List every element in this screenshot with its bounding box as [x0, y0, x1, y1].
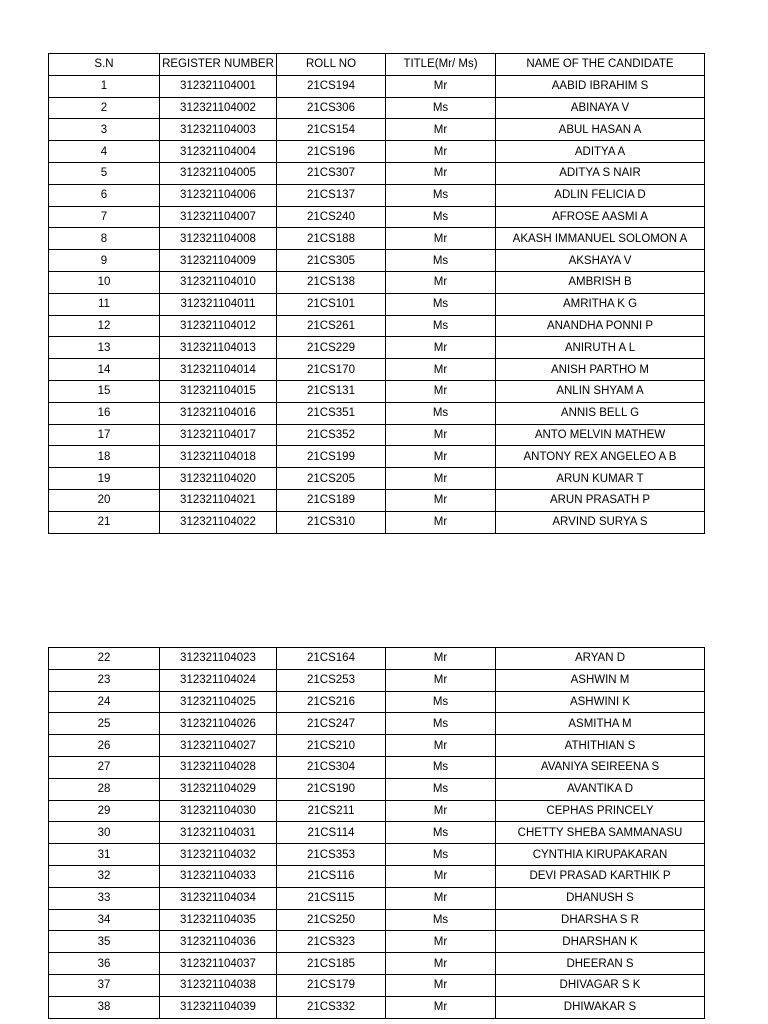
- candidate-name-cell: ASHWINI K: [496, 691, 705, 713]
- table-row: [49, 648, 705, 670]
- register-number-cell: 312321104011: [160, 293, 277, 315]
- table-row: [49, 974, 705, 996]
- title-cell: Mr: [386, 119, 496, 141]
- register-number-cell: 312321104022: [160, 511, 277, 533]
- title-cell: Mr: [386, 380, 496, 402]
- candidate-name-cell: CYNTHIA KIRUPAKARAN: [496, 844, 705, 866]
- serial-number-cell: 1: [49, 75, 160, 97]
- serial-number-cell: 24: [49, 691, 160, 713]
- candidate-name-cell: ANLIN SHYAM A: [496, 380, 705, 402]
- register-number-cell: 312321104029: [160, 778, 277, 800]
- table-row: [49, 800, 705, 822]
- roll-number-cell: 21CS137: [277, 184, 386, 206]
- register-number-cell: 312321104033: [160, 865, 277, 887]
- table-row: [49, 359, 705, 381]
- register-number-cell: 312321104036: [160, 931, 277, 953]
- candidate-name-cell: ANTO MELVIN MATHEW: [496, 424, 705, 446]
- serial-number-cell: 16: [49, 402, 160, 424]
- roll-number-cell: 21CS306: [277, 97, 386, 119]
- roll-number-cell: 21CS199: [277, 446, 386, 468]
- serial-number-cell: 5: [49, 162, 160, 184]
- candidate-name-cell: ADITYA S NAIR: [496, 162, 705, 184]
- title-cell: Mr: [386, 424, 496, 446]
- roll-number-cell: 21CS229: [277, 337, 386, 359]
- table-row: [49, 315, 705, 337]
- register-number-cell: 312321104013: [160, 337, 277, 359]
- roll-number-cell: 21CS210: [277, 735, 386, 757]
- roll-number-cell: 21CS332: [277, 996, 386, 1018]
- serial-number-cell: 17: [49, 424, 160, 446]
- roll-number-cell: 21CS216: [277, 691, 386, 713]
- table-row: [49, 511, 705, 533]
- register-number-cell: 312321104020: [160, 468, 277, 490]
- roll-number-cell: 21CS114: [277, 822, 386, 844]
- register-number-cell: 312321104038: [160, 974, 277, 996]
- roll-number-cell: 21CS131: [277, 380, 386, 402]
- candidate-name-cell: DHIWAKAR S: [496, 996, 705, 1018]
- title-cell: Mr: [386, 271, 496, 293]
- register-number-cell: 312321104028: [160, 756, 277, 778]
- title-cell: Mr: [386, 446, 496, 468]
- roll-number-cell: 21CS323: [277, 931, 386, 953]
- table-row: [49, 909, 705, 931]
- register-number-cell: 312321104017: [160, 424, 277, 446]
- serial-number-cell: 28: [49, 778, 160, 800]
- candidate-name-cell: DHIVAGAR S K: [496, 974, 705, 996]
- serial-number-cell: 30: [49, 822, 160, 844]
- register-number-cell: 312321104018: [160, 446, 277, 468]
- serial-number-cell: 18: [49, 446, 160, 468]
- title-cell: Mr: [386, 141, 496, 163]
- serial-number-cell: 9: [49, 250, 160, 272]
- title-cell: Ms: [386, 97, 496, 119]
- title-cell: Ms: [386, 293, 496, 315]
- serial-number-cell: 25: [49, 713, 160, 735]
- title-cell: Mr: [386, 953, 496, 975]
- title-cell: Ms: [386, 844, 496, 866]
- roll-number-cell: 21CS304: [277, 756, 386, 778]
- table-row: [49, 468, 705, 490]
- serial-number-cell: 10: [49, 271, 160, 293]
- roll-number-cell: 21CS179: [277, 974, 386, 996]
- table-row: [49, 996, 705, 1018]
- title-cell: Ms: [386, 184, 496, 206]
- register-number-cell: 312321104004: [160, 141, 277, 163]
- register-number-cell: 312321104006: [160, 184, 277, 206]
- header-roll-number: ROLL NO: [277, 54, 386, 76]
- title-cell: Ms: [386, 778, 496, 800]
- register-number-cell: 312321104016: [160, 402, 277, 424]
- candidate-name-cell: DHARSHAN K: [496, 931, 705, 953]
- serial-number-cell: 22: [49, 648, 160, 670]
- title-cell: Ms: [386, 756, 496, 778]
- title-cell: Mr: [386, 865, 496, 887]
- title-cell: Ms: [386, 206, 496, 228]
- title-cell: Mr: [386, 489, 496, 511]
- register-number-cell: 312321104008: [160, 228, 277, 250]
- table-row: [49, 756, 705, 778]
- table-row: [49, 402, 705, 424]
- title-cell: Mr: [386, 359, 496, 381]
- header-candidate-name: NAME OF THE CANDIDATE: [496, 54, 705, 76]
- register-number-cell: 312321104009: [160, 250, 277, 272]
- register-number-cell: 312321104001: [160, 75, 277, 97]
- candidate-name-cell: AMBRISH B: [496, 271, 705, 293]
- register-number-cell: 312321104024: [160, 669, 277, 691]
- table-header-row: [49, 54, 705, 76]
- roll-number-cell: 21CS185: [277, 953, 386, 975]
- register-number-cell: 312321104007: [160, 206, 277, 228]
- title-cell: Mr: [386, 337, 496, 359]
- title-cell: Ms: [386, 691, 496, 713]
- register-number-cell: 312321104034: [160, 887, 277, 909]
- table-row: [49, 184, 705, 206]
- table-row: [49, 669, 705, 691]
- table-row: [49, 380, 705, 402]
- roll-number-cell: 21CS115: [277, 887, 386, 909]
- title-cell: Mr: [386, 996, 496, 1018]
- candidate-name-cell: ASHWIN M: [496, 669, 705, 691]
- candidate-name-cell: DHANUSH S: [496, 887, 705, 909]
- header-register-number: REGISTER NUMBER: [160, 54, 277, 76]
- serial-number-cell: 12: [49, 315, 160, 337]
- candidate-name-cell: ARUN KUMAR T: [496, 468, 705, 490]
- register-number-cell: 312321104003: [160, 119, 277, 141]
- candidate-name-cell: ANISH PARTHO M: [496, 359, 705, 381]
- table-row: [49, 271, 705, 293]
- serial-number-cell: 8: [49, 228, 160, 250]
- roll-number-cell: 21CS164: [277, 648, 386, 670]
- table-row: [49, 228, 705, 250]
- table-row: [49, 141, 705, 163]
- candidate-name-cell: AKASH IMMANUEL SOLOMON A: [496, 228, 705, 250]
- table-row: [49, 865, 705, 887]
- register-number-cell: 312321104037: [160, 953, 277, 975]
- roll-number-cell: 21CS247: [277, 713, 386, 735]
- candidate-name-cell: CEPHAS PRINCELY: [496, 800, 705, 822]
- title-cell: Ms: [386, 909, 496, 931]
- serial-number-cell: 4: [49, 141, 160, 163]
- table-row: [49, 162, 705, 184]
- roll-number-cell: 21CS170: [277, 359, 386, 381]
- candidate-name-cell: CHETTY SHEBA SAMMANASU: [496, 822, 705, 844]
- roll-number-cell: 21CS101: [277, 293, 386, 315]
- candidate-table-2: [48, 647, 705, 1019]
- roll-number-cell: 21CS305: [277, 250, 386, 272]
- candidate-name-cell: AMRITHA K G: [496, 293, 705, 315]
- roll-number-cell: 21CS138: [277, 271, 386, 293]
- table-row: [49, 424, 705, 446]
- roll-number-cell: 21CS116: [277, 865, 386, 887]
- table-row: [49, 337, 705, 359]
- register-number-cell: 312321104021: [160, 489, 277, 511]
- serial-number-cell: 6: [49, 184, 160, 206]
- table-row: [49, 822, 705, 844]
- serial-number-cell: 26: [49, 735, 160, 757]
- candidate-name-cell: ABUL HASAN A: [496, 119, 705, 141]
- roll-number-cell: 21CS189: [277, 489, 386, 511]
- serial-number-cell: 14: [49, 359, 160, 381]
- candidate-name-cell: ASMITHA M: [496, 713, 705, 735]
- candidate-name-cell: ANANDHA PONNI P: [496, 315, 705, 337]
- roll-number-cell: 21CS307: [277, 162, 386, 184]
- register-number-cell: 312321104005: [160, 162, 277, 184]
- register-number-cell: 312321104032: [160, 844, 277, 866]
- register-number-cell: 312321104014: [160, 359, 277, 381]
- roll-number-cell: 21CS190: [277, 778, 386, 800]
- table-row: [49, 691, 705, 713]
- register-number-cell: 312321104023: [160, 648, 277, 670]
- title-cell: Mr: [386, 887, 496, 909]
- table-row: [49, 713, 705, 735]
- header-title: TITLE(Mr/ Ms): [386, 54, 496, 76]
- table-row: [49, 778, 705, 800]
- roll-number-cell: 21CS154: [277, 119, 386, 141]
- title-cell: Mr: [386, 931, 496, 953]
- serial-number-cell: 3: [49, 119, 160, 141]
- table-row: [49, 844, 705, 866]
- roll-number-cell: 21CS261: [277, 315, 386, 337]
- table-row: [49, 75, 705, 97]
- title-cell: Ms: [386, 315, 496, 337]
- candidate-name-cell: ANTONY REX ANGELEO A B: [496, 446, 705, 468]
- serial-number-cell: 31: [49, 844, 160, 866]
- serial-number-cell: 11: [49, 293, 160, 315]
- roll-number-cell: 21CS253: [277, 669, 386, 691]
- table-row: [49, 489, 705, 511]
- serial-number-cell: 34: [49, 909, 160, 931]
- register-number-cell: 312321104027: [160, 735, 277, 757]
- candidate-name-cell: ATHITHIAN S: [496, 735, 705, 757]
- title-cell: Ms: [386, 713, 496, 735]
- serial-number-cell: 13: [49, 337, 160, 359]
- candidate-name-cell: ARUN PRASATH P: [496, 489, 705, 511]
- title-cell: Mr: [386, 800, 496, 822]
- title-cell: Mr: [386, 735, 496, 757]
- candidate-name-cell: AVANIYA SEIREENA S: [496, 756, 705, 778]
- roll-number-cell: 21CS211: [277, 800, 386, 822]
- table-row: [49, 119, 705, 141]
- title-cell: Mr: [386, 228, 496, 250]
- register-number-cell: 312321104012: [160, 315, 277, 337]
- table-row: [49, 735, 705, 757]
- title-cell: Mr: [386, 669, 496, 691]
- serial-number-cell: 38: [49, 996, 160, 1018]
- candidate-name-cell: ARVIND SURYA S: [496, 511, 705, 533]
- serial-number-cell: 21: [49, 511, 160, 533]
- table-row: [49, 293, 705, 315]
- candidate-name-cell: ADITYA A: [496, 141, 705, 163]
- register-number-cell: 312321104002: [160, 97, 277, 119]
- table-row: [49, 931, 705, 953]
- title-cell: Mr: [386, 162, 496, 184]
- roll-number-cell: 21CS353: [277, 844, 386, 866]
- title-cell: Mr: [386, 75, 496, 97]
- serial-number-cell: 27: [49, 756, 160, 778]
- serial-number-cell: 20: [49, 489, 160, 511]
- table-row: [49, 97, 705, 119]
- register-number-cell: 312321104015: [160, 380, 277, 402]
- table-row: [49, 446, 705, 468]
- roll-number-cell: 21CS250: [277, 909, 386, 931]
- candidate-table-1: [48, 53, 705, 534]
- table-row: [49, 887, 705, 909]
- serial-number-cell: 35: [49, 931, 160, 953]
- candidate-name-cell: AKSHAYA V: [496, 250, 705, 272]
- table-row: [49, 206, 705, 228]
- header-serial-number: S.N: [49, 54, 160, 76]
- serial-number-cell: 15: [49, 380, 160, 402]
- serial-number-cell: 29: [49, 800, 160, 822]
- roll-number-cell: 21CS352: [277, 424, 386, 446]
- candidate-name-cell: DHEERAN S: [496, 953, 705, 975]
- title-cell: Mr: [386, 511, 496, 533]
- register-number-cell: 312321104039: [160, 996, 277, 1018]
- roll-number-cell: 21CS351: [277, 402, 386, 424]
- roll-number-cell: 21CS194: [277, 75, 386, 97]
- serial-number-cell: 32: [49, 865, 160, 887]
- title-cell: Ms: [386, 250, 496, 272]
- roll-number-cell: 21CS310: [277, 511, 386, 533]
- candidate-name-cell: ANNIS BELL G: [496, 402, 705, 424]
- title-cell: Ms: [386, 822, 496, 844]
- serial-number-cell: 23: [49, 669, 160, 691]
- title-cell: Mr: [386, 468, 496, 490]
- register-number-cell: 312321104026: [160, 713, 277, 735]
- serial-number-cell: 37: [49, 974, 160, 996]
- title-cell: Mr: [386, 974, 496, 996]
- register-number-cell: 312321104030: [160, 800, 277, 822]
- register-number-cell: 312321104035: [160, 909, 277, 931]
- candidate-name-cell: ANIRUTH A L: [496, 337, 705, 359]
- table-row: [49, 250, 705, 272]
- title-cell: Mr: [386, 648, 496, 670]
- roll-number-cell: 21CS205: [277, 468, 386, 490]
- title-cell: Ms: [386, 402, 496, 424]
- candidate-name-cell: AFROSE AASMI A: [496, 206, 705, 228]
- serial-number-cell: 7: [49, 206, 160, 228]
- roll-number-cell: 21CS188: [277, 228, 386, 250]
- register-number-cell: 312321104025: [160, 691, 277, 713]
- roll-number-cell: 21CS196: [277, 141, 386, 163]
- table-row: [49, 953, 705, 975]
- candidate-name-cell: ARYAN D: [496, 648, 705, 670]
- roll-number-cell: 21CS240: [277, 206, 386, 228]
- serial-number-cell: 33: [49, 887, 160, 909]
- candidate-name-cell: AVANTIKA D: [496, 778, 705, 800]
- serial-number-cell: 19: [49, 468, 160, 490]
- register-number-cell: 312321104010: [160, 271, 277, 293]
- serial-number-cell: 36: [49, 953, 160, 975]
- serial-number-cell: 2: [49, 97, 160, 119]
- candidate-name-cell: DEVI PRASAD KARTHIK P: [496, 865, 705, 887]
- candidate-name-cell: ABINAYA V: [496, 97, 705, 119]
- candidate-name-cell: ADLIN FELICIA D: [496, 184, 705, 206]
- candidate-name-cell: AABID IBRAHIM S: [496, 75, 705, 97]
- candidate-name-cell: DHARSHA S R: [496, 909, 705, 931]
- register-number-cell: 312321104031: [160, 822, 277, 844]
